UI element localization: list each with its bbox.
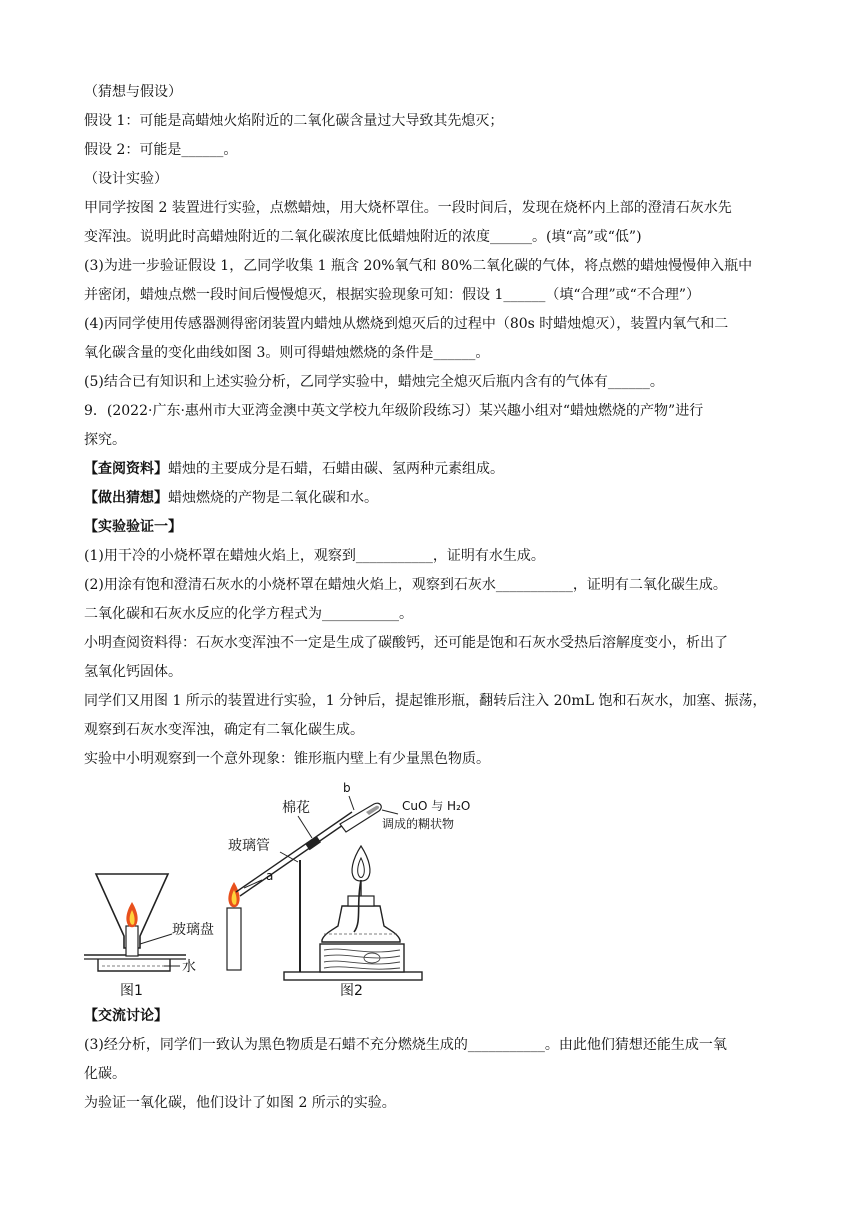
text-line: (3)经分析，同学们一致认为黑色物质是石蜡不充分燃烧生成的___________。由此他们猜想还能生成一氧 <box>84 1037 727 1053</box>
section-heading: 【做出猜想】 <box>84 490 168 506</box>
text-line: 同学们又用图 1 所示的装置进行实验，1 分钟后，提起锥形瓶，翻转后注入 20mL 饱和石灰水，加塞、振荡， <box>84 693 767 709</box>
text-line: 为验证一氧化碳，他们设计了如图 2 所示的实验。 <box>84 1095 396 1111</box>
text-line: 【做出猜想】蜡烛燃烧的产物是二氧化碳和水。 <box>84 490 378 506</box>
label-b: b <box>343 781 351 795</box>
section-heading: 【交流讨论】 <box>84 1008 168 1024</box>
wooden-block <box>320 944 404 972</box>
text-line: (3)为进一步验证假设 1，乙同学收集 1 瓶含 20%氧气和 80%二氧化碳的气体，将点燃的蜡烛慢慢伸入瓶中 <box>84 258 753 274</box>
text-line: (1)用干冷的小烧杯罩在蜡烛火焰上，观察到___________，证明有水生成。 <box>84 548 545 564</box>
text-line: 变浑浊。说明此时高蜡烛附近的二氧化碳浓度比低蜡烛附近的浓度______。(填“高”或“低”) <box>84 229 642 245</box>
text-line: （猜想与假设） <box>84 84 182 100</box>
text-line: 氧化碳含量的变化曲线如图 3。则可得蜡烛燃烧的条件是______。 <box>84 345 490 361</box>
text-line: 小明查阅资料得：石灰水变浑浊不一定是生成了碳酸钙，还可能是饱和石灰水受热后溶解度变小，析出了 <box>84 635 728 651</box>
text-line: 并密闭，蜡烛点燃一段时间后慢慢熄灭，根据实验现象可知：假设 1______（填“合理”或“不合理”） <box>84 287 700 303</box>
text-line: 氢氧化钙固体。 <box>84 664 182 680</box>
label-a: a <box>266 869 274 883</box>
text-line: (5)结合已有知识和上述实验分析，乙同学实验中，蜡烛完全熄灭后瓶内含有的气体有______。 <box>84 374 664 390</box>
apparatus-figure <box>84 774 784 1002</box>
text-line <box>84 1002 784 1031</box>
candle-2 <box>227 908 241 970</box>
water-dish <box>98 959 170 971</box>
text-line: 【查阅资料】蜡烛的主要成分是石蜡，石蜡由碳、氢两种元素组成。 <box>84 461 504 477</box>
label-glass-plate: 玻璃盘 <box>172 922 214 938</box>
fig2-caption: 图2 <box>340 983 363 999</box>
text-line: 实验中小明观察到一个意外现象：锥形瓶内壁上有少量黑色物质。 <box>84 751 490 767</box>
alcohol-lamp <box>322 846 400 942</box>
text-block-bottom <box>84 1002 784 1118</box>
text-line: (4)丙同学使用传感器测得密闭装置内蜡烛从燃烧到熄灭后的过程中（80s 时蜡烛熄灭），装置内氧气和二 <box>84 316 729 332</box>
text-block-top <box>84 78 784 455</box>
text-line: 化碳。 <box>84 1066 126 1082</box>
text-line <box>84 513 784 542</box>
text-line: 观察到石灰水变浑浊，确定有二氧化碳生成。 <box>84 722 364 738</box>
text-line: (2)用涂有饱和澄清石灰水的小烧杯罩在蜡烛火焰上，观察到石灰水___________，证明有二氧化碳生成。 <box>84 577 727 593</box>
text-line: 假设 1：可能是高蜡烛火焰附近的二氧化碳含量过大导致其先熄灭； <box>84 113 504 129</box>
section-heading: 【实验验证一】 <box>84 519 182 535</box>
question-9-line: 9．(2022·广东·惠州市大亚湾金澳中英文学校九年级阶段练习）某兴趣小组对“蜡烛燃烧的产物”进行 <box>84 403 704 419</box>
fig1-caption: 图1 <box>120 983 143 999</box>
figure-2 <box>227 781 470 999</box>
section-heading: 【查阅资料】 <box>84 461 168 477</box>
figure-1 <box>84 874 214 999</box>
stand-base <box>284 972 422 980</box>
document-page <box>84 78 784 1118</box>
text-line: 甲同学按图 2 装置进行实验，点燃蜡烛，用大烧杯罩住。一段时间后，发现在烧杯内上部的澄清石灰水先 <box>84 200 732 216</box>
label-cuo-line1: CuO 与 H₂O <box>402 799 471 813</box>
text-line: 二氧化碳和石灰水反应的化学方程式为___________。 <box>84 606 413 622</box>
label-cotton: 棉花 <box>282 800 310 816</box>
text-block-mid <box>84 455 784 774</box>
candle-1 <box>126 926 138 956</box>
label-glass-tube: 玻璃管 <box>228 838 270 854</box>
text-line: 假设 2：可能是______。 <box>84 142 238 158</box>
label-water: 水 <box>182 959 196 975</box>
label-cuo-line2: 调成的糊状物 <box>382 817 455 831</box>
text-line: 探究。 <box>84 432 126 448</box>
text-line: （设计实验） <box>84 171 168 187</box>
